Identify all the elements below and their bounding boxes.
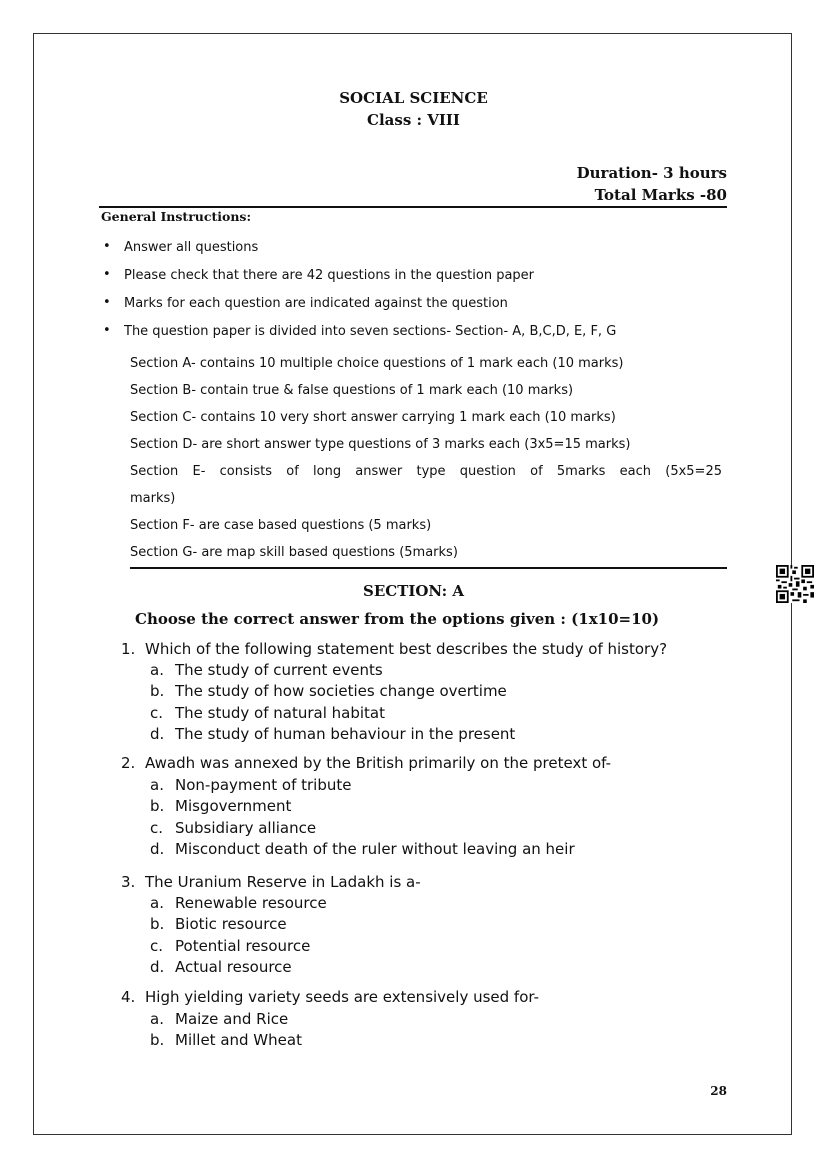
question-text: Awadh was annexed by the British primarily on the pretext of- [145,754,612,772]
option-letter: b. [150,797,165,816]
class-title: Class : VIII [367,111,460,129]
instruction-bullets [103,240,616,352]
option-text: Renewable resource [175,894,327,912]
option [150,936,327,957]
option-letter: a. [150,776,164,794]
option-text: The study of natural habitat [175,703,385,722]
question-4 [121,988,539,1006]
option-letter: a. [150,894,164,912]
section-description: marks) [130,491,176,506]
option [150,681,515,702]
section-a-heading: SECTION: A [362,582,465,600]
option-letter: d. [150,957,165,976]
question-text: High yielding variety seeds are extensively used for- [145,988,540,1006]
page-number: 28 [710,1084,727,1098]
subject-title: SOCIAL SCIENCE [339,89,488,107]
instruction-bullet: • Please check that there are 42 questions in the question paper [103,268,616,296]
option [150,914,327,935]
section-description: Section B- contain true & false questions of 1 mark each (10 marks) [130,383,574,398]
option-text: Biotic resource [175,915,287,934]
question-1 [121,640,667,658]
option-letter: a. [150,1010,164,1028]
option-text: Maize and Rice [175,1010,289,1028]
question-number: 2. [121,754,136,772]
section-a-instruction: Choose the correct answer from the options given : (1x10=10) [135,610,660,628]
option [150,1009,302,1030]
section-descriptions [130,350,722,566]
duration: Duration- 3 hours [576,164,727,182]
question-3-options [150,893,327,978]
option-letter: c. [150,936,164,955]
option [150,775,575,796]
option [150,724,515,745]
option-letter: b. [150,682,165,701]
section-description: Section A- contains 10 multiple choice questions of 1 mark each (10 marks) [130,356,624,371]
option-text: Millet and Wheat [175,1031,302,1050]
instruction-bullet: • The question paper is divided into seven sections- Section- A, B,C,D, E, F, G [103,324,616,352]
section-description: Section G- are map skill based questions (5marks) [130,545,458,560]
option-text: Misconduct death of the ruler without leaving an heir [175,839,575,858]
question-text: The Uranium Reserve in Ladakh is a- [145,873,421,891]
option-text: The study of how societies change overtime [175,682,507,701]
option-letter: b. [150,915,165,934]
option [150,660,515,681]
section-description: Section E- consists of long answer type question of 5marks each (5x5=25 [130,464,722,479]
option-letter: c. [150,818,164,837]
option [150,818,575,839]
question-3 [121,873,421,891]
general-instructions-heading: General Instructions: [101,209,252,224]
question-1-options [150,660,515,745]
section-description: Section C- contains 10 very short answer carrying 1 mark each (10 marks) [130,410,616,425]
option-letter: c. [150,703,164,722]
question-number: 3. [121,873,136,891]
instruction-bullet: • Marks for each question are indicated against the question [103,296,616,324]
option-text: Actual resource [175,957,292,976]
option-letter: a. [150,661,164,679]
option-text: The study of current events [175,661,383,679]
section-description: Section D- are short answer type questions of 3 marks each (3x5=15 marks) [130,437,631,452]
question-4-options [150,1009,302,1052]
option-text: Potential resource [175,936,311,955]
option-text: Non-payment of tribute [175,776,352,794]
question-text: Which of the following statement best describes the study of history? [145,640,668,658]
option [150,839,575,860]
option-letter: b. [150,1031,165,1050]
option [150,1030,302,1051]
question-number: 4. [121,988,136,1006]
option-letter: d. [150,724,165,743]
section-description: Section F- are case based questions (5 marks) [130,518,432,533]
instructions-divider [130,567,727,569]
question-2-options [150,775,575,860]
option-text: Subsidiary alliance [175,818,317,837]
option [150,703,515,724]
total-marks: Total Marks -80 [594,186,727,204]
option-text: Misgovernment [175,797,292,816]
instruction-bullet: • Answer all questions [103,240,616,268]
header-divider [99,206,727,208]
question-number: 1. [121,640,136,658]
option [150,957,327,978]
option-text: The study of human behaviour in the present [175,724,516,743]
option-letter: d. [150,839,165,858]
question-2 [121,754,611,772]
option [150,893,327,914]
option [150,796,575,817]
